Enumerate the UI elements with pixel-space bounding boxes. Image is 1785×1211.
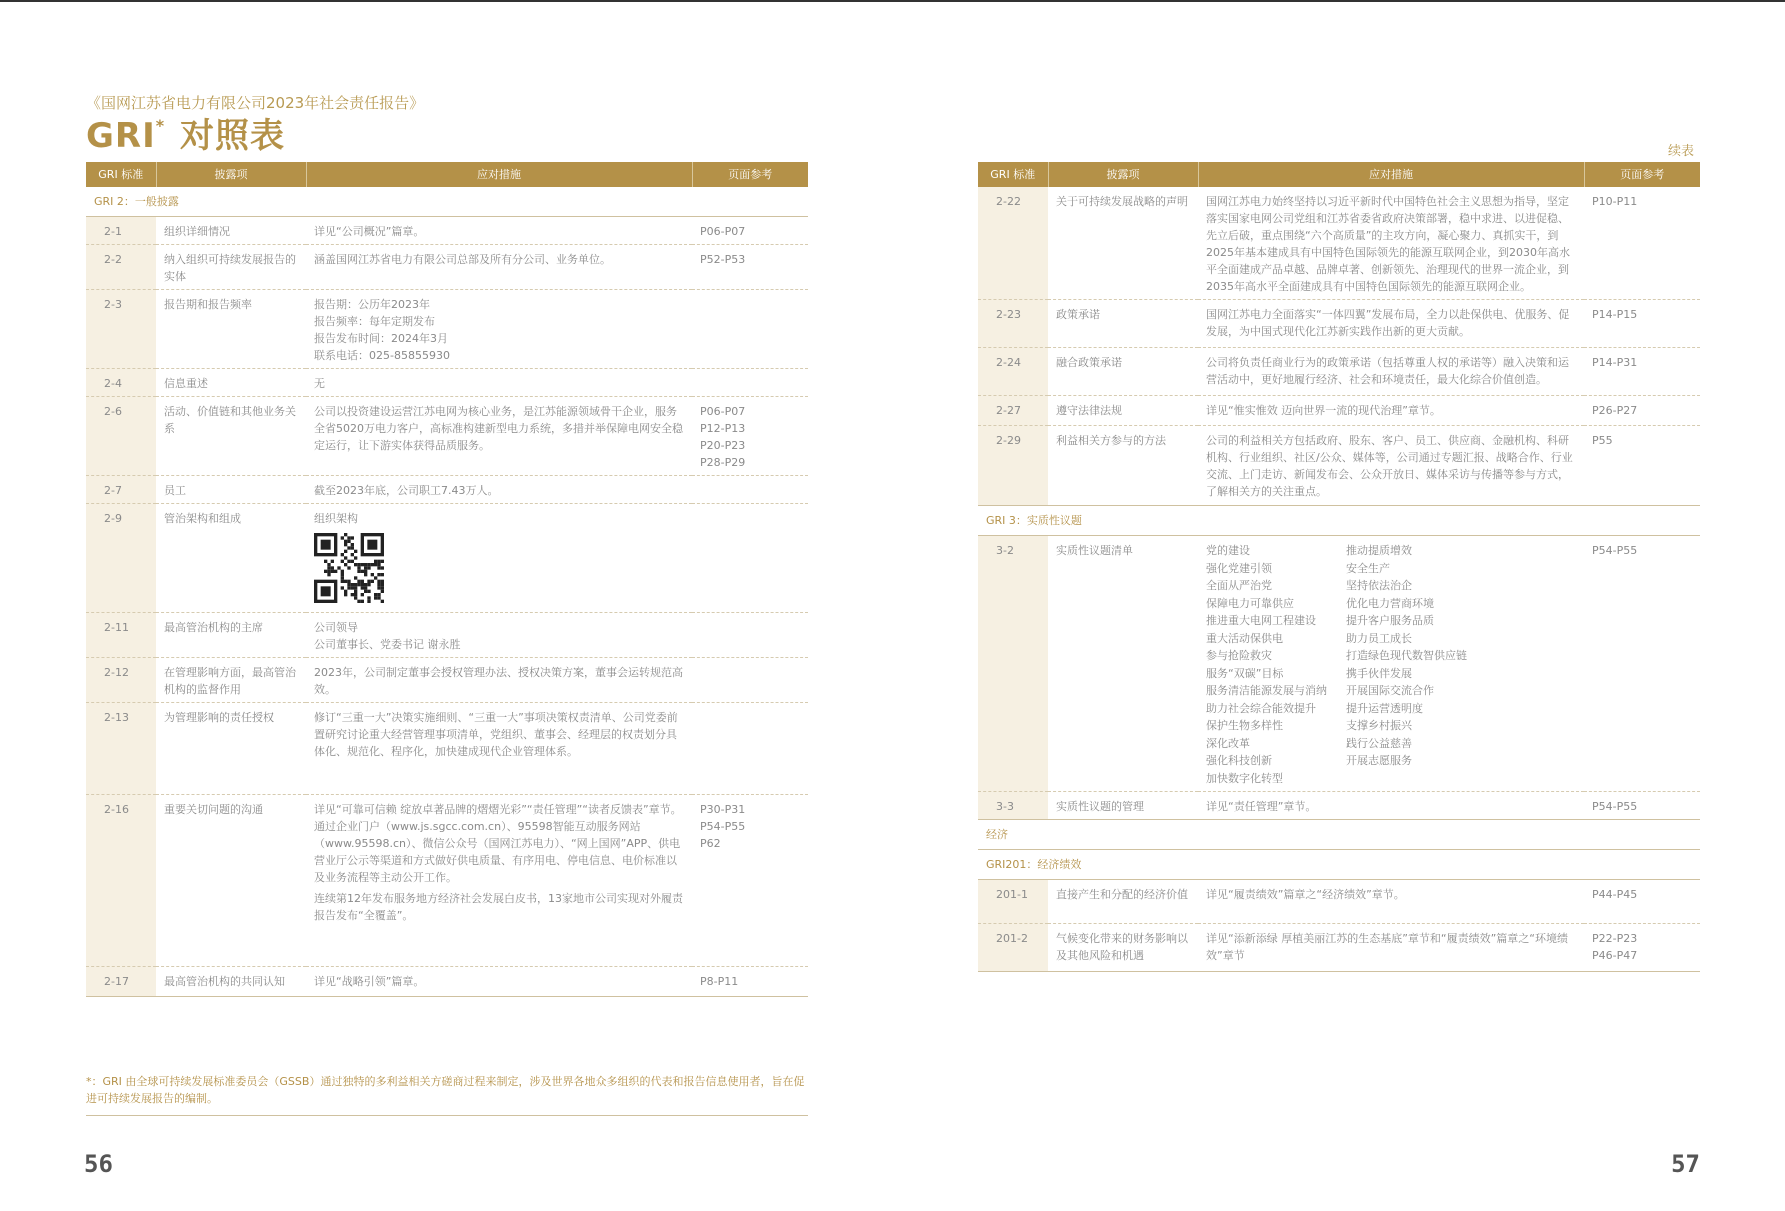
gri-code: 3-3	[978, 792, 1048, 820]
measure-text: 报告期：公历年2023年	[314, 298, 430, 311]
table-row	[978, 792, 1700, 820]
page-ref-item: P06-P07	[700, 225, 746, 238]
gri-code: 2-2	[86, 245, 156, 290]
page-ref	[692, 967, 808, 997]
table-row	[86, 245, 808, 290]
measure-text: 详见“履责绩效”篇章之“经济绩效”章节。	[1206, 888, 1405, 901]
page-number: 57	[1671, 1150, 1700, 1178]
disclosure-item: 信息重述	[156, 369, 306, 397]
table-row	[86, 795, 808, 967]
disclosure-item: 员工	[156, 476, 306, 504]
measure-text: 公司以投资建设运营江苏电网为核心业务，是江苏能源领域骨干企业，服务全省5020万电力客户，高标准构建新型电力系统，多措并举保障电网安全稳定运行，让下游实体获得品质服务。	[314, 405, 683, 452]
page-ref-item: P20-P23	[700, 439, 746, 452]
continued-label: 续表	[1667, 144, 1694, 159]
table-row	[86, 290, 808, 369]
topic-item: 推动提质增效	[1346, 544, 1412, 557]
measure-text: 公司将负责任商业行为的政策承诺（包括尊重人权的承诺等）融入决策和运营活动中，更好地履行经济、社会和环境责任，最大化综合价值创造。	[1206, 356, 1569, 386]
measure-text: 详见“可靠可信赖 绽放卓著品牌的熠熠光彩”“责任管理”“读者反馈表”章节。	[314, 803, 682, 816]
page-ref	[692, 658, 808, 703]
title-asterisk: *	[155, 116, 166, 135]
topic-item: 开展志愿服务	[1346, 754, 1412, 767]
disclosure-item: 活动、价值链和其他业务关系	[156, 397, 306, 476]
measure-text: 国网江苏电力始终坚持以习近平新时代中国特色社会主义思想为指导，坚定落实国家电网公司党组和江苏省委省政府决策部署，稳中求进、以进促稳、先立后破，重点围绕“六个高质量”的主攻方向，凝心聚力、真抓实干，到2025年基本建成具有中国特色国际领先的能源互联网企业，到2030年高水平全面建成产品卓越、品牌卓著、创新领先、治理现代的世界一流企业，到2035年高水平全面建成具有中国特色国际领先的能源互联网企业。	[1206, 195, 1570, 293]
measure-cell	[306, 703, 692, 795]
page-ref	[692, 290, 808, 369]
topic-item: 提升客户服务品质	[1346, 614, 1434, 627]
disclosure-item: 实质性议题清单	[1048, 536, 1198, 792]
header-std: GRI 标准	[978, 162, 1048, 187]
table-row	[978, 924, 1700, 972]
page-ref	[1584, 348, 1700, 396]
measure-cell	[306, 369, 692, 397]
measure-text: 详见“公司概况”篇章。	[314, 225, 425, 238]
page-ref	[1584, 880, 1700, 924]
page-ref-item: P14-P15	[1592, 308, 1638, 321]
measure-cell	[306, 217, 692, 245]
gri-code: 2-27	[978, 396, 1048, 426]
section-row	[978, 506, 1700, 536]
gri-code: 2-9	[86, 504, 156, 613]
right-page	[892, 0, 1785, 1211]
topic-item: 携手伙伴发展	[1346, 666, 1412, 680]
measure-text: 报告频率：每年定期发布	[314, 315, 435, 328]
measure-cell	[1198, 187, 1584, 300]
section-label: GRI 3：实质性议题	[978, 506, 1700, 536]
measure-cell	[306, 504, 692, 613]
topic-item: 强化科技创新	[1206, 754, 1272, 767]
page-ref	[692, 795, 808, 967]
measure-text: 通过企业门户（www.js.sgcc.com.cn）、95598智能互动服务网站（www.95598.cn）、微信公众号（国网江苏电力）、“网上国网”APP、供电营业厅公示等渠道和方式做好供电质量、有序用电、停电信息、电价标准以及业务流程等主动公开工作。	[314, 820, 681, 884]
measure-cell	[306, 397, 692, 476]
gri-code: 2-3	[86, 290, 156, 369]
gri-code: 2-7	[86, 476, 156, 504]
disclosure-item: 实质性议题的管理	[1048, 792, 1198, 820]
page-ref	[1584, 396, 1700, 426]
topic-item: 助力员工成长	[1346, 631, 1412, 645]
topic-item: 重大活动保供电	[1206, 631, 1283, 645]
measure-text: 连续第12年发布服务地方经济社会发展白皮书，13家地市公司实现对外履责报告发布“全覆盖”。	[314, 892, 683, 922]
topic-item: 安全生产	[1346, 561, 1390, 575]
page-ref	[692, 217, 808, 245]
topic-item: 打造绿色现代数智供应链	[1346, 649, 1467, 662]
table-row	[86, 476, 808, 504]
disclosure-item: 在管理影响方面，最高管治机构的监督作用	[156, 658, 306, 703]
table-row	[86, 658, 808, 703]
topics-column	[1346, 542, 1486, 787]
table-row	[978, 396, 1700, 426]
measure-text: 公司的利益相关方包括政府、股东、客户、员工、供应商、金融机构、科研机构、行业组织、社区/公众、媒体等，公司通过专题汇报、战略合作、行业交流、上门走访、新闻发布会、公众开放日、媒体采访与传播等参与方式，了解相关方的关注重点。	[1206, 434, 1573, 498]
page-ref	[692, 369, 808, 397]
page-ref-item: P54-P55	[700, 820, 746, 833]
disclosure-item: 政策承诺	[1048, 300, 1198, 348]
topic-item: 提升运营透明度	[1346, 701, 1423, 715]
measure-text: 详见“战略引领”篇章。	[314, 975, 425, 988]
gri-code: 2-29	[978, 426, 1048, 506]
left-page	[0, 0, 892, 1211]
table-row	[86, 613, 808, 658]
table-row	[86, 397, 808, 476]
topic-item: 参与抢险救灾	[1206, 649, 1272, 662]
measure-text: 报告发布时间：2024年3月	[314, 332, 448, 345]
disclosure-item: 最高管治机构的主席	[156, 613, 306, 658]
disclosure-item: 管治架构和组成	[156, 504, 306, 613]
disclosure-item: 纳入组织可持续发展报告的实体	[156, 245, 306, 290]
measure-text: 涵盖国网江苏省电力有限公司总部及所有分公司、业务单位。	[314, 253, 611, 266]
page-ref-item: P55	[1592, 434, 1613, 447]
gri-code: 2-11	[86, 613, 156, 658]
measure-text: 详见“惟实惟效 迈向世界一流的现代治理”章节。	[1206, 404, 1441, 417]
page-ref-item: P46-P47	[1592, 949, 1638, 962]
header-item: 披露项	[156, 162, 306, 187]
page-ref-item: P52-P53	[700, 253, 746, 266]
topic-item: 党的建设	[1206, 544, 1250, 557]
gri-code: 2-16	[86, 795, 156, 967]
gri-code: 2-24	[978, 348, 1048, 396]
table-row	[978, 536, 1700, 792]
gri-code: 2-17	[86, 967, 156, 997]
page-ref	[692, 703, 808, 795]
table-row	[86, 504, 808, 613]
page-ref-item: P10-P11	[1592, 195, 1638, 208]
header-page: 页面参考	[1584, 162, 1700, 187]
page-ref-item: P14-P31	[1592, 356, 1638, 369]
page-ref-item: P62	[700, 837, 721, 850]
disclosure-item: 最高管治机构的共同认知	[156, 967, 306, 997]
measure-cell	[1198, 880, 1584, 924]
section-label: GRI 2：一般披露	[86, 187, 808, 217]
topic-item: 助力社会综合能效提升	[1206, 701, 1316, 715]
topic-item: 优化电力营商环境	[1346, 596, 1434, 610]
disclosure-item: 融合政策承诺	[1048, 348, 1198, 396]
topic-item: 保护生物多样性	[1206, 719, 1283, 732]
page-ref	[692, 245, 808, 290]
measure-cell	[306, 245, 692, 290]
section-row	[978, 820, 1700, 850]
title-rest: 对照表	[167, 116, 285, 156]
page-ref	[1584, 426, 1700, 506]
measure-text: 公司领导	[314, 621, 358, 634]
page-ref-item: P26-P27	[1592, 404, 1638, 417]
header-measure: 应对措施	[306, 162, 692, 187]
page-ref	[692, 476, 808, 504]
table-row	[978, 426, 1700, 506]
page-ref-item: P54-P55	[1592, 544, 1638, 557]
gri-code: 2-22	[978, 187, 1048, 300]
measure-cell	[1198, 348, 1584, 396]
topic-item: 开展国际交流合作	[1346, 684, 1434, 697]
disclosure-item: 直接产生和分配的经济价值	[1048, 880, 1198, 924]
report-title: 《国网江苏省电力有限公司2023年社会责任报告》	[86, 94, 425, 112]
page-ref	[1584, 187, 1700, 300]
page-ref-item: P22-P23	[1592, 932, 1638, 945]
gri-code: 201-2	[978, 924, 1048, 972]
disclosure-item: 为管理影响的责任授权	[156, 703, 306, 795]
gri-code: 2-23	[978, 300, 1048, 348]
material-topics	[1206, 542, 1576, 787]
header-std: GRI 标准	[86, 162, 156, 187]
measure-text: 详见“添新添绿 厚植美丽江苏的生态基底”章节和“履责绩效”篇章之“环境绩效”章节	[1206, 932, 1568, 962]
topic-item: 践行公益慈善	[1346, 736, 1412, 750]
title-gri: GRI	[86, 116, 156, 156]
measure-cell	[306, 967, 692, 997]
gri-code: 2-13	[86, 703, 156, 795]
page-ref-item: P44-P45	[1592, 888, 1638, 901]
topic-item: 服务清洁能源发展与消纳	[1206, 684, 1327, 697]
gri-table-left	[86, 162, 808, 997]
header-measure: 应对措施	[1198, 162, 1584, 187]
page-ref	[692, 613, 808, 658]
page-ref	[692, 397, 808, 476]
topic-item: 保障电力可靠供应	[1206, 596, 1294, 610]
topics-column	[1206, 542, 1346, 787]
header-item: 披露项	[1048, 162, 1198, 187]
measure-cell	[306, 795, 692, 967]
section-row	[978, 850, 1700, 880]
gri-code: 2-12	[86, 658, 156, 703]
table-header	[86, 162, 808, 187]
measure-cell	[1198, 924, 1584, 972]
measure-cell: 详见“责任管理”章节。	[1198, 792, 1584, 820]
measure-text: 组织架构	[314, 512, 358, 525]
measure-cell	[306, 658, 692, 703]
page-ref-item: P8-P11	[700, 975, 739, 988]
page-title	[86, 108, 285, 157]
measure-text: 国网江苏电力全面落实“一体四翼”发展布局，全力以赴保供电、优服务、促发展，为中国式现代化江苏新实践作出新的更大贡献。	[1206, 308, 1570, 338]
table-row	[978, 300, 1700, 348]
section-label: GRI201：经济绩效	[978, 850, 1700, 880]
gri-table-right	[978, 162, 1700, 972]
measure-cell	[1198, 426, 1584, 506]
disclosure-item: 关于可持续发展战略的声明	[1048, 187, 1198, 300]
topic-item: 推进重大电网工程建设	[1206, 614, 1316, 627]
page-ref-item: P12-P13	[700, 422, 746, 435]
table-row	[86, 369, 808, 397]
page-ref	[1584, 300, 1700, 348]
topic-item: 坚持依法治企	[1346, 579, 1412, 592]
measure-cell	[1198, 300, 1584, 348]
gri-code: 2-4	[86, 369, 156, 397]
measure-cell	[306, 290, 692, 369]
page-ref	[692, 504, 808, 613]
topic-item: 全面从严治党	[1206, 579, 1272, 592]
table-header	[978, 162, 1700, 187]
table-row	[86, 967, 808, 997]
topic-item: 服务“双碳”目标	[1206, 666, 1284, 680]
topic-item: 强化党建引领	[1206, 561, 1272, 575]
table-row	[978, 348, 1700, 396]
qr-code-icon[interactable]	[314, 533, 384, 603]
measure-text: 公司董事长、党委书记 谢永胜	[314, 638, 461, 651]
measure-text: 修订“三重一大”决策实施细则、“三重一大”事项决策权责清单、公司党委前置研究讨论重大经营管理事项清单，党组织、董事会、经理层的权责划分具体化、规范化、程序化，加快建成现代企业管理体系。	[314, 711, 678, 758]
gri-code: 201-1	[978, 880, 1048, 924]
page-ref	[1584, 924, 1700, 972]
table-row	[978, 880, 1700, 924]
page-number: 56	[84, 1150, 113, 1178]
gri-code: 2-6	[86, 397, 156, 476]
footnote: *：GRI 由全球可持续发展标准委员会（GSSB）通过独特的多利益相关方磋商过程来制定，涉及世界各地众多组织的代表和报告信息使用者，旨在促进可持续发展报告的编制。	[86, 1073, 808, 1116]
page-ref-item: P06-P07	[700, 405, 746, 418]
page-ref	[1584, 536, 1700, 792]
disclosure-item: 遵守法律法规	[1048, 396, 1198, 426]
measure-text: 联系电话：025-85855930	[314, 349, 450, 362]
table-row	[86, 217, 808, 245]
disclosure-item: 报告期和报告频率	[156, 290, 306, 369]
measure-cell	[306, 476, 692, 504]
table-row	[978, 187, 1700, 300]
disclosure-item: 气候变化带来的财务影响以及其他风险和机遇	[1048, 924, 1198, 972]
section-row	[86, 187, 808, 217]
gri-code: 2-1	[86, 217, 156, 245]
measure-cell	[1198, 396, 1584, 426]
disclosure-item: 组织详细情况	[156, 217, 306, 245]
topic-item: 深化改革	[1206, 736, 1250, 750]
measure-cell	[306, 613, 692, 658]
gri-code: 3-2	[978, 536, 1048, 792]
measure-text: 无	[314, 377, 325, 390]
measure-text: 2023年，公司制定董事会授权管理办法、授权决策方案，董事会运转规范高效。	[314, 666, 683, 696]
topic-item: 支撑乡村振兴	[1346, 719, 1412, 732]
header-page: 页面参考	[692, 162, 808, 187]
section-label: 经济	[978, 820, 1700, 850]
disclosure-item: 重要关切问题的沟通	[156, 795, 306, 967]
topic-item: 加快数字化转型	[1206, 771, 1283, 785]
measure-text: 截至2023年底，公司职工7.43万人。	[314, 484, 499, 497]
page-ref-item: P28-P29	[700, 456, 746, 469]
measure-cell	[1198, 536, 1584, 792]
disclosure-item: 利益相关方参与的方法	[1048, 426, 1198, 506]
page-ref-item: P30-P31	[700, 803, 746, 816]
table-row	[86, 703, 808, 795]
page-ref: P54-P55	[1584, 792, 1700, 820]
